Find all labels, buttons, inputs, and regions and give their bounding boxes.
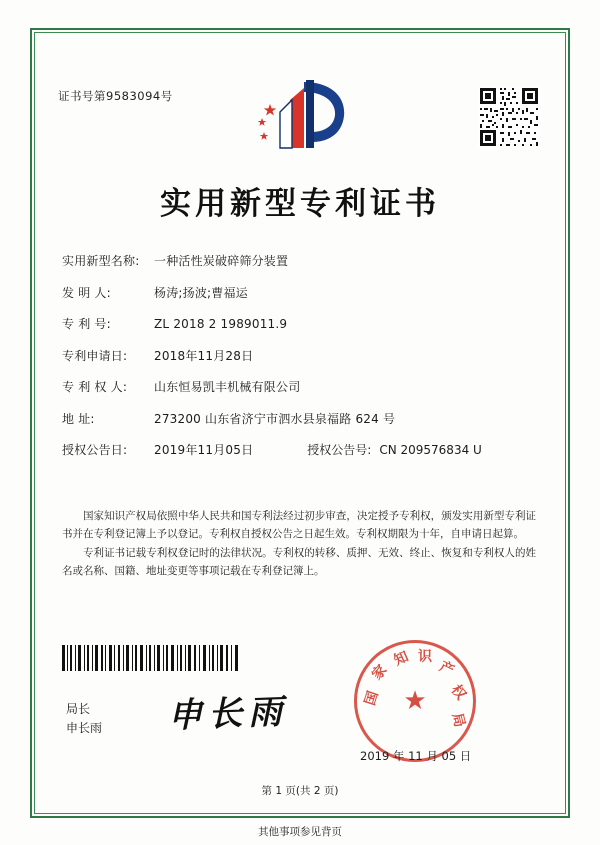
official-seal <box>354 640 476 762</box>
field-row <box>62 378 532 395</box>
field-value: 杨涛;扬波;曹福运 <box>154 285 248 300</box>
seal-char: 国 <box>362 689 382 708</box>
field-label: 专 利 号: <box>62 317 111 331</box>
seal-star-icon: ★ <box>403 686 427 716</box>
field-value: 273200 山东省济宁市泗水县泉福路 624 号 <box>154 411 396 426</box>
signature-title-line1: 局长 <box>66 702 91 716</box>
paragraph: 专利证书记载专利权登记时的法律状况。专利权的转移、质押、无效、终止、恢复和专利权人的姓名或名称、国籍、地址变更等事项记载在专利登记簿上。 <box>62 547 536 577</box>
page-title: 实用新型专利证书 <box>160 186 440 222</box>
field-value: 2018年11月28日 <box>154 348 254 363</box>
field-row <box>62 284 532 301</box>
field-row <box>62 410 532 427</box>
seal-date: 2019 年 11 月 05 日 <box>360 749 472 763</box>
grant-publication-label: 授权公告号: <box>307 443 372 457</box>
grant-date-label: 授权公告日: <box>62 443 128 457</box>
signature-title <box>66 700 102 738</box>
field-label: 发 明 人: <box>62 285 111 300</box>
paragraph: 国家知识产权局依照中华人民共和国专利法经过初步审查，决定授予专利权，颁发实用新型专利证书并在专利登记簿上予以登记。专利权自授权公告之日起生效。专利权期限为十年，自申请日起算。 <box>62 510 536 540</box>
field-value: 一种活性炭破碎筛分装置 <box>154 254 289 268</box>
handwritten-signature: 申长雨 <box>167 691 289 737</box>
field-row <box>62 347 532 364</box>
seal-char: 家 <box>369 662 391 684</box>
seal-char: 知 <box>391 648 412 670</box>
field-label: 地 址: <box>62 411 95 426</box>
grant-row <box>62 441 532 458</box>
legal-text <box>62 508 536 582</box>
grant-date-value: 2019年11月05日 <box>154 443 254 457</box>
certificate-number: 证书号第9583094号 <box>58 89 173 103</box>
footnote: 其他事项参见背页 <box>258 826 342 838</box>
field-label: 专 利 权 人: <box>62 380 128 394</box>
seal-char: 局 <box>448 711 468 729</box>
cnipa-logo-icon <box>246 78 351 158</box>
field-label: 专利申请日: <box>62 348 128 363</box>
qr-code-icon <box>478 86 540 148</box>
seal-char: 识 <box>418 649 432 665</box>
seal-char: 权 <box>447 682 469 704</box>
seal-char: 产 <box>436 658 457 680</box>
field-value: 山东恒易凯丰机械有限公司 <box>154 380 301 394</box>
field-label: 实用新型名称: <box>62 254 140 268</box>
barcode <box>62 645 242 671</box>
field-row <box>62 252 532 269</box>
page-number: 第 1 页(共 2 页) <box>261 785 339 797</box>
field-row <box>62 315 532 332</box>
signature-title-line2: 申长雨 <box>66 721 103 735</box>
grant-publication-value: CN 209576834 U <box>379 443 482 457</box>
fields-section <box>62 252 532 473</box>
field-value: ZL 2018 2 1989011.9 <box>154 317 288 331</box>
